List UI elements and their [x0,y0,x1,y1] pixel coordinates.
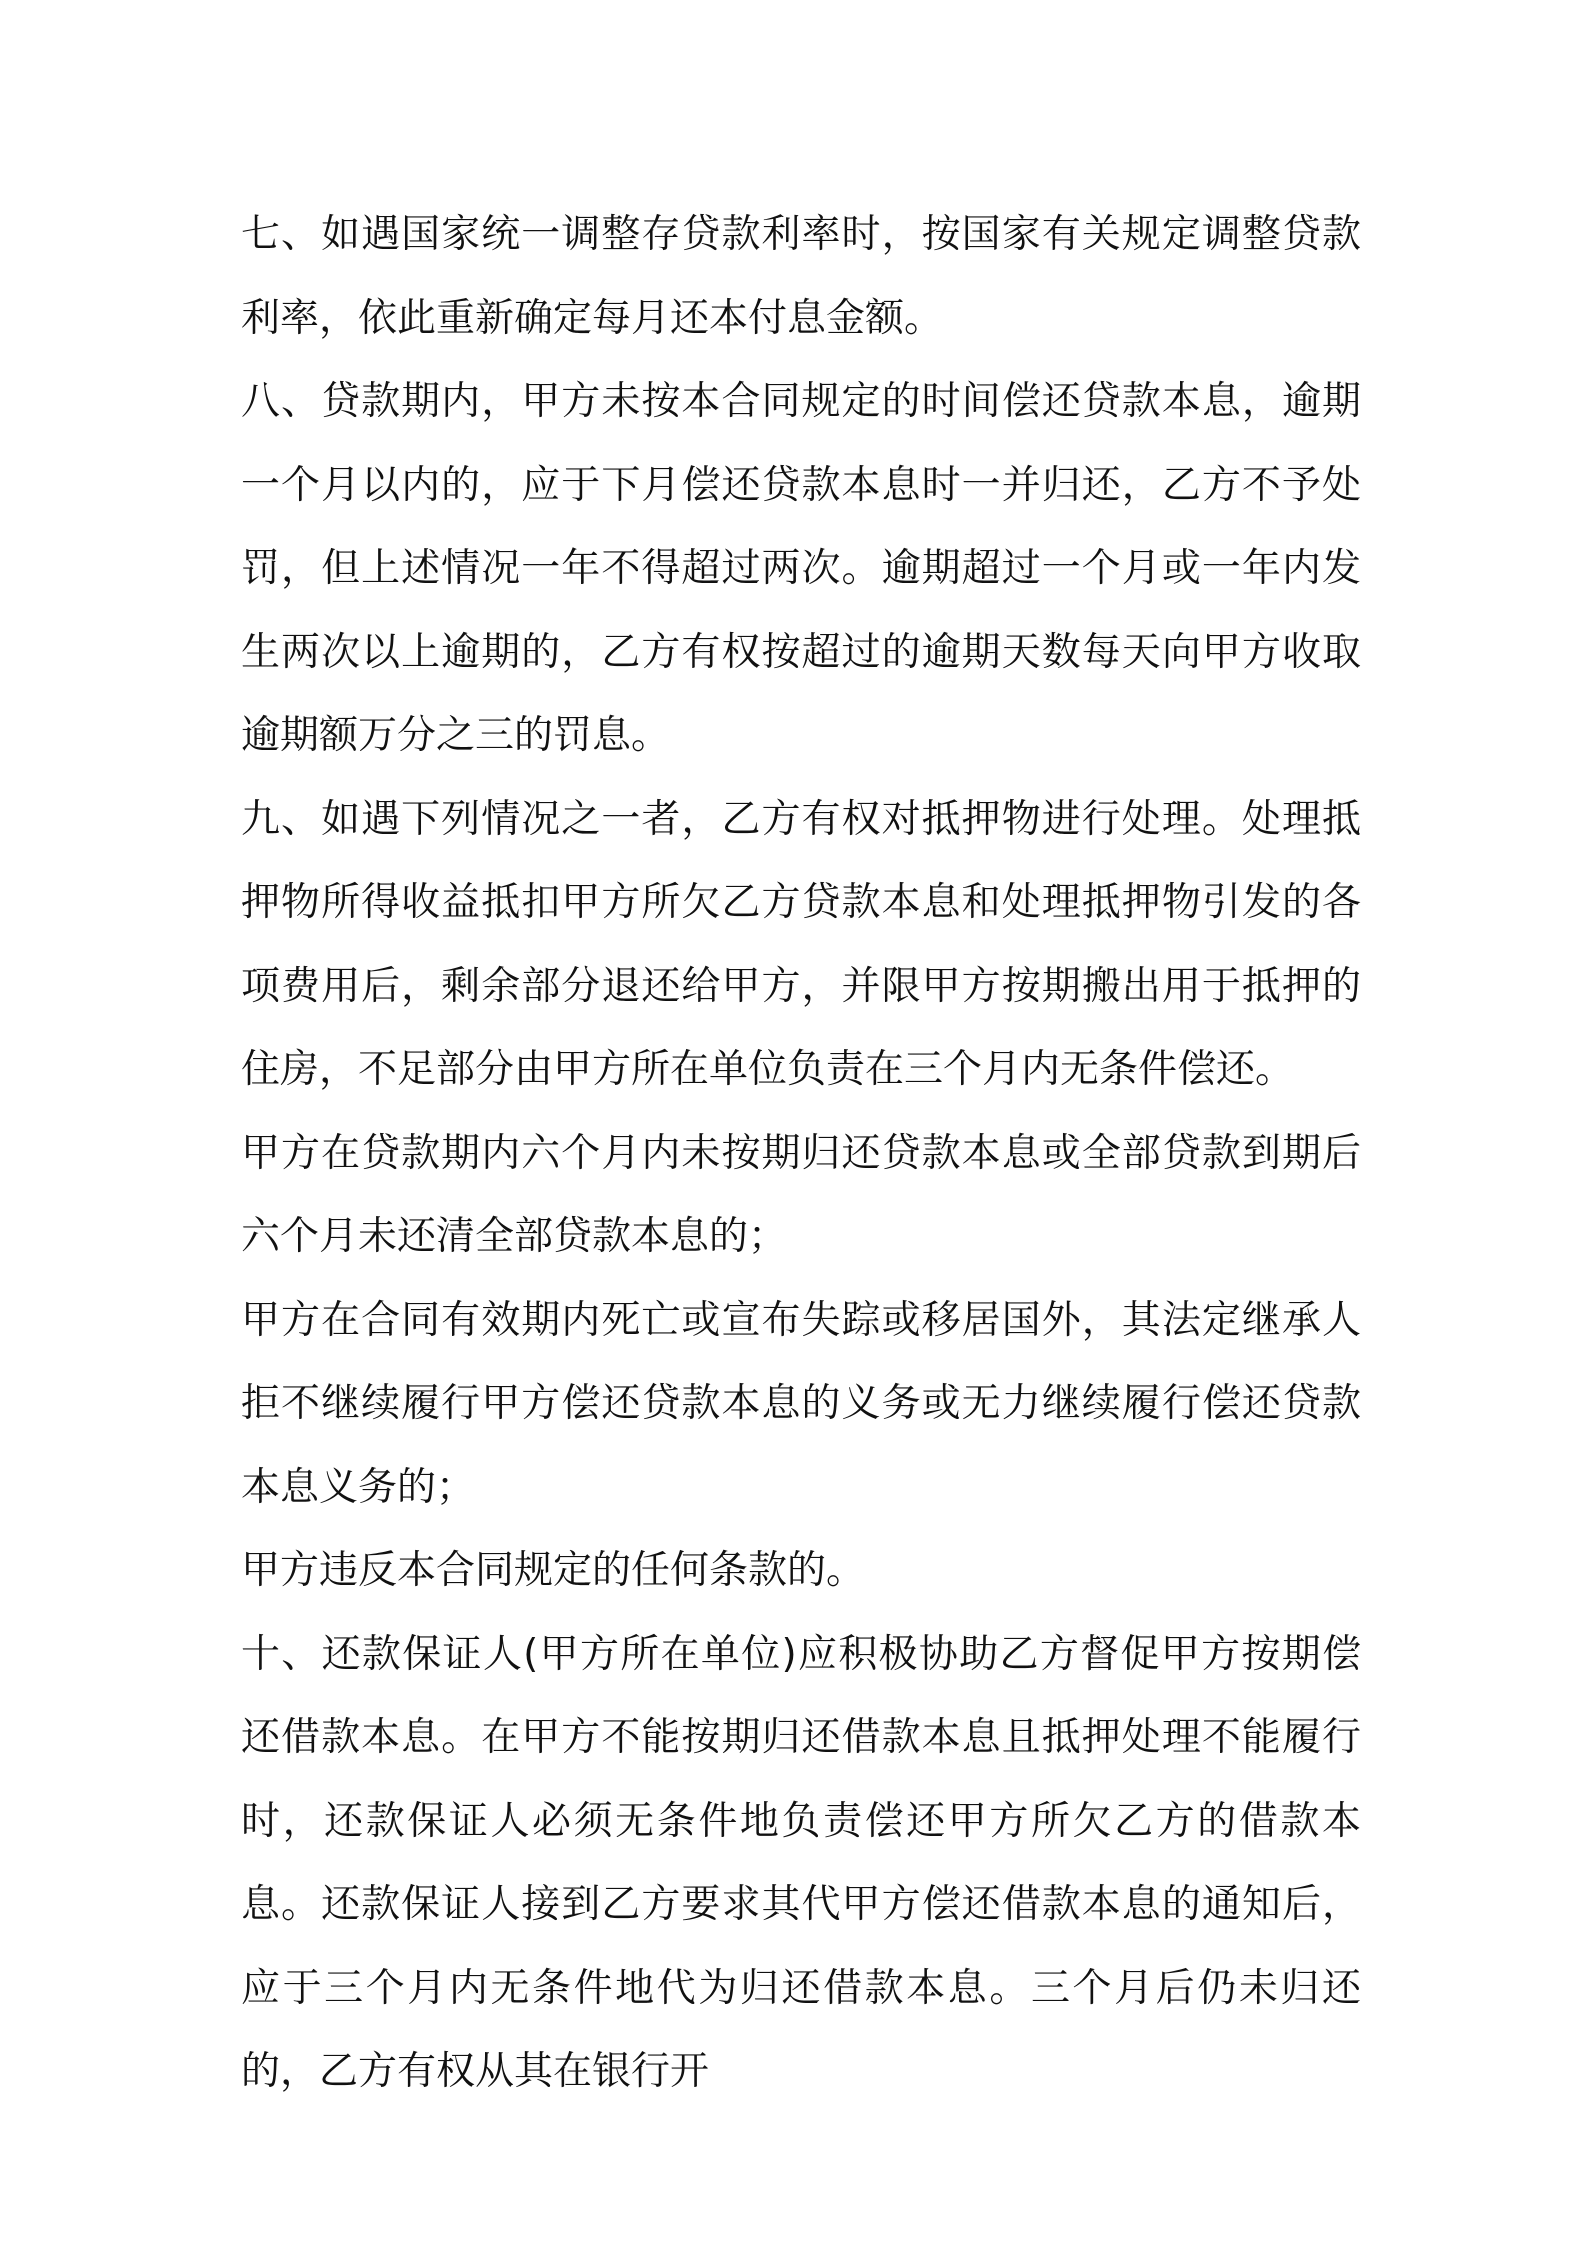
paragraph-condition-2: 甲方在合同有效期内死亡或宣布失踪或移居国外，其法定继承人拒不继续履行甲方偿还贷款本息的义务或无力继续履行偿还贷款本息义务的； [241,1297,1361,1510]
paragraph-clause-10: 十、还款保证人(甲方所在单位)应积极协助乙方督促甲方按期偿还借款本息。在甲方不能按期归还借款本息且抵押处理不能履行时，还款保证人必须无条件地负责偿还甲方所欠乙方的借款本息。还款保证人接到乙方要求其代甲方偿还借款本息的通知后，应于三个月内无条件地代为归还借款本息。三个月后仍未归还的，乙方有权从其在银行开 [241,1631,1361,2094]
paragraph-condition-3: 甲方违反本合同规定的任何条款的。 [241,1548,866,1593]
paragraph-clause-9: 九、如遇下列情况之一者，乙方有权对抵押物进行处理。处理抵押物所得收益抵扣甲方所欠乙方贷款本息和处理抵押物引发的各项费用后，剩余部分退还给甲方，并限甲方按期搬出用于抵押的住房，不足部分由甲方所在单位负责在三个月内无条件偿还。 [241,796,1361,1092]
paragraph-clause-8: 八、贷款期内，甲方未按本合同规定的时间偿还贷款本息，逾期一个月以内的，应于下月偿还贷款本息时一并归还，乙方不予处罚，但上述情况一年不得超过两次。逾期超过一个月或一年内发生两次以上逾期的，乙方有权按超过的逾期天数每天向甲方收取逾期额万分之三的罚息。 [241,379,1361,758]
paragraph-condition-1: 甲方在贷款期内六个月内未按期归还贷款本息或全部贷款到期后六个月未还清全部贷款本息的； [241,1130,1361,1259]
paragraph-clause-7: 七、如遇国家统一调整存贷款利率时，按国家有关规定调整贷款利率，依此重新确定每月还本付息金额。 [241,212,1361,341]
document-body [241,193,1361,2114]
